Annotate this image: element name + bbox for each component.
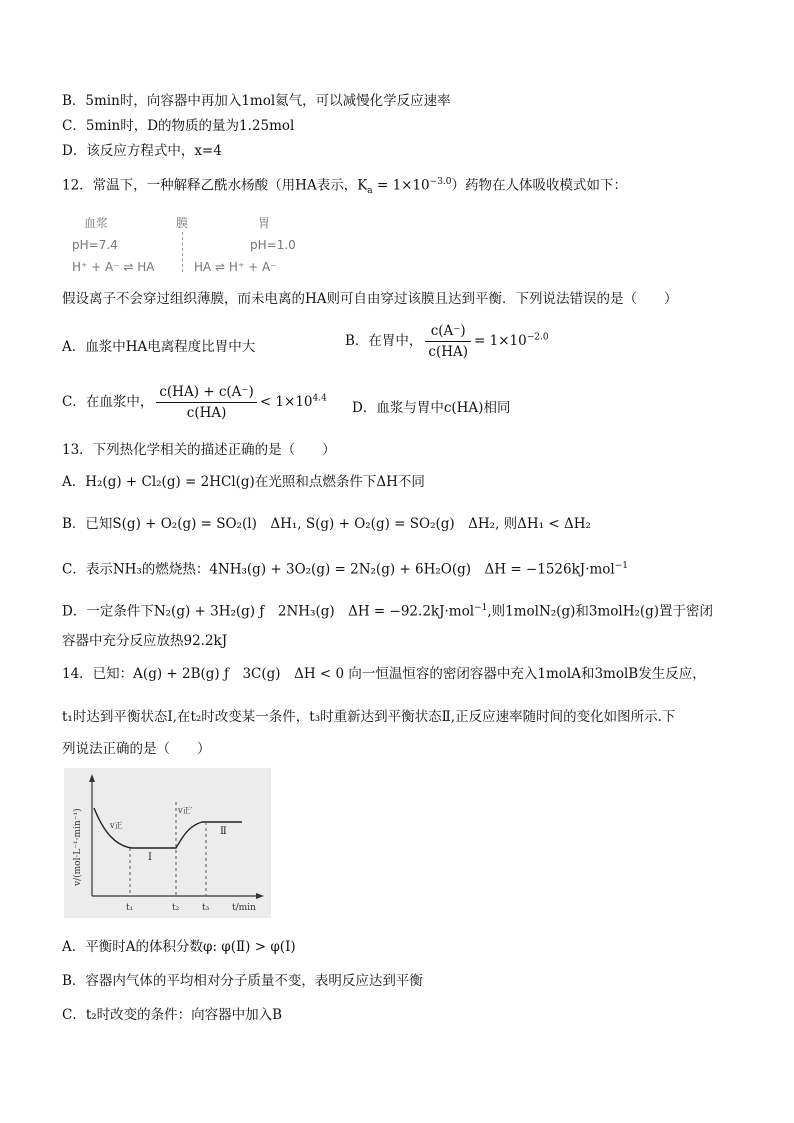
q14-stem-line1: 14．已知：A(g) + 2B(g) ƒ 3C(g) ΔH < 0 向一恒温恒容的密闭容器中充入1molA和3molB发生反应，	[62, 666, 706, 682]
q13-option-c: C．表示NH₃的燃烧热：4NH₃(g) + 3O₂(g) = 2N₂(g) + 6H₂O(g) ΔH = −1526kJ·mol$^{-1}$	[62, 561, 629, 578]
t3-label: t₃	[202, 903, 210, 913]
q11-option-d: D．该反应方程式中，x=4	[62, 143, 222, 159]
equilibrium-right: HA ⇌ H⁺ + A⁻	[194, 260, 277, 274]
q11-option-c: C．5min时，D的物质的量为1.25mol	[62, 118, 295, 134]
q12-option-a: A．血浆中HA电离程度比胃中大	[62, 339, 256, 355]
y-axis-arrow	[89, 774, 95, 782]
q14-stem-line3: 列说法正确的是（ ）	[62, 741, 211, 757]
q14-option-a: A．平衡时A的体积分数φ: φ(Ⅱ) > φ(Ⅰ)	[62, 939, 296, 955]
q12-hint: 假设离子不会穿过组织薄膜，而未电离的HA则可自由穿过该膜且达到平衡．下列说法错误的是（ ）	[62, 291, 678, 307]
xlabel: t/min	[232, 903, 256, 913]
fraction: $\frac{c(HA) + c(A^-)}{c(HA)}$	[156, 383, 256, 422]
x-axis-arrow	[256, 893, 264, 899]
q12-option-c: C．在血浆中， $\frac{c(HA) + c(A^-)}{c(HA)}$ < $1\times 10^{4.4}$	[62, 384, 327, 421]
t1-label: t₁	[126, 903, 134, 913]
label-membrane: 膜	[176, 216, 189, 230]
rate-time-svg	[64, 768, 271, 918]
equilibrium-left: H⁺ + A⁻ ⇌ HA	[72, 260, 155, 274]
state-1-label: Ⅰ	[148, 852, 152, 863]
label-plasma: 血浆	[84, 216, 109, 230]
ylabel: v/(mol·L⁻¹·min⁻¹)	[73, 808, 83, 886]
membrane-line	[182, 232, 183, 272]
q12-option-d: D．血浆与胃中c(HA)相同	[352, 400, 511, 416]
q14-option-b: B．容器内气体的平均相对分子质量不变，表明反应达到平衡	[62, 973, 423, 989]
ph-plasma: pH=7.4	[72, 238, 118, 252]
q13-option-a: A．H₂(g) + Cl₂(g) = 2HCl(g)在光照和点燃条件下ΔH不同	[62, 474, 425, 490]
v-forward-label: v正	[110, 821, 123, 830]
rate-time-graph	[64, 768, 271, 918]
q13-option-b: B．已知S(g) + O₂(g) = SO₂(l) ΔH₁, S(g) + O₂(g) = SO₂(g) ΔH₂, 则ΔH₁ < ΔH₂	[62, 516, 591, 532]
fraction: $\frac{c(A^-)}{c(HA)}$	[425, 322, 471, 361]
state-2-label: Ⅱ	[220, 826, 227, 837]
q14-option-c: C．t₂时改变的条件：向容器中加入B	[62, 1007, 283, 1023]
ph-stomach: pH=1.0	[250, 238, 296, 252]
q12-option-b: B．在胃中， $\frac{c(A^-)}{c(HA)}$ = $1\times 10^{-2.0}$	[345, 323, 549, 360]
q13-option-d-cont: 容器中充分反应放热92.2kJ	[62, 633, 228, 649]
q12-stem: 12．常温下，一种解释乙酰水杨酸（用HA表示，$K_a = 1\times 10^{-3.0}$）药物在人体吸收模式如下：	[62, 177, 628, 197]
q11-option-b: B．5min时，向容器中再加入1mol氦气，可以减慢化学反应速率	[62, 93, 451, 109]
q13-stem: 13．下列热化学相关的描述正确的是（ ）	[62, 442, 336, 458]
absorption-diagram	[70, 214, 310, 276]
t2-label: t₂	[172, 903, 180, 913]
v-forward-prime-label: v正′	[178, 806, 193, 815]
q14-stem-line2: t₁时达到平衡状态Ⅰ,在t₂时改变某一条件，t₃时重新达到平衡状态Ⅱ,正反应速率随时间的变化如图所示.下	[62, 709, 676, 725]
q13-option-d: D．一定条件下N₂(g) + 3H₂(g) ƒ 2NH₃(g) ΔH = −92.2kJ·mol$^{-1}$,则1molN₂(g)和3molH₂(g)置于密闭	[62, 603, 714, 620]
label-stomach: 胃	[258, 216, 271, 230]
